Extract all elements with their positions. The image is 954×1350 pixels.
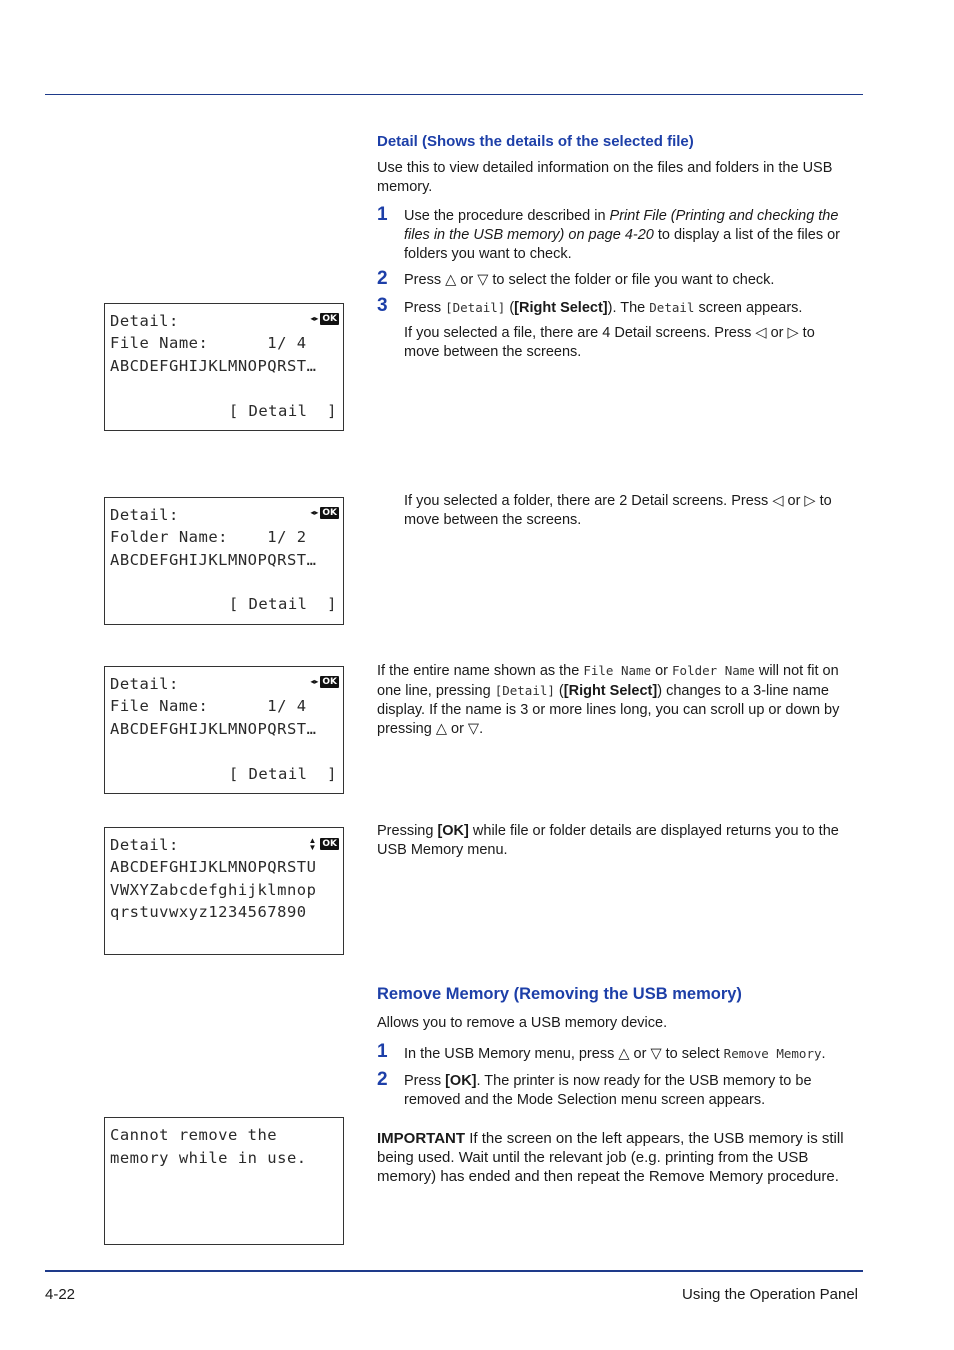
lcd-nav-icons xyxy=(310,676,339,688)
remove-heading: Remove Memory (Removing the USB memory) xyxy=(377,985,742,1003)
remove-step2: Press [OK]. The printer is now ready for the USB memory to be removed and the Mode Selection menu screen appears. xyxy=(404,1073,812,1108)
lcd-detail-softkey: [ Detail ] xyxy=(228,595,337,613)
lcd-line: memory while in use. xyxy=(110,1149,307,1167)
top-rule xyxy=(45,94,863,95)
detail-step3: Press [Detail] ([Right Select]). The Detail screen appears. xyxy=(404,300,803,316)
page-number: 4-22 xyxy=(45,1286,76,1303)
lcd-screen-file-detail xyxy=(104,303,344,431)
footer-section-title: Using the Operation Panel xyxy=(682,1286,858,1303)
lcd-line: Detail: xyxy=(110,675,179,693)
note-ok-return: Pressing [OK] while file or folder details are displayed returns you to the USB Memory menu. xyxy=(377,823,839,858)
left-right-arrow-icon: ◂▸ xyxy=(310,314,319,323)
up-down-arrow-icon: ▲ ▼ xyxy=(308,836,317,852)
lcd-line: Detail: xyxy=(110,836,179,854)
lcd-line: ABCDEFGHIJKLMNOPQRST… xyxy=(110,720,317,738)
note-name-display: If the entire name shown as the File Name or Folder Name will not fit on one line, pressing [Detail] ([Right Select]) changes to a 3-line name display. If the name is 3 or more lines long, you can scroll up or down by pressing △ or ▽. xyxy=(377,663,840,737)
note-file-screens: If you selected a file, there are 4 Detail screens. Press ◁ or ▷ to move between the screens. xyxy=(404,325,815,360)
step-number: 2 xyxy=(377,268,388,289)
ok-icon: OK xyxy=(322,839,337,849)
lcd-detail-softkey: [ Detail ] xyxy=(228,765,337,783)
detail-intro: Use this to view detailed information on the files and folders in the USB memory. xyxy=(377,160,833,195)
lcd-nav-icons xyxy=(310,507,339,519)
detail-step1: Use the procedure described in Print File (Printing and checking the files in the USB memory) on page 4-20 to display a list of the files or folders you want to check. xyxy=(404,208,841,262)
remove-step1: In the USB Memory menu, press △ or ▽ to select Remove Memory. xyxy=(404,1046,826,1062)
step-number: 1 xyxy=(377,1041,388,1062)
lcd-line: Detail: xyxy=(110,506,179,524)
step-number: 3 xyxy=(377,295,388,316)
lcd-nav-icons xyxy=(308,837,339,851)
lcd-line: VWXYZabcdefghijklmnop xyxy=(110,881,317,899)
important-note: IMPORTANT If the screen on the left appears, the USB memory is still being used. Wait until the relevant job (e.g. printing from the USB memory) has ended and then repeat the Remove Memory procedure. xyxy=(377,1130,844,1185)
bottom-rule xyxy=(45,1270,863,1272)
ok-icon: OK xyxy=(322,677,337,687)
lcd-detail-softkey: [ Detail ] xyxy=(228,402,337,420)
left-right-arrow-icon: ◂▸ xyxy=(310,677,319,686)
important-label: IMPORTANT xyxy=(377,1130,466,1147)
lcd-line: Cannot remove the xyxy=(110,1126,278,1144)
step-number: 2 xyxy=(377,1069,388,1090)
lcd-nav-icons xyxy=(310,313,339,325)
lcd-line: File Name: 1/ 4 xyxy=(110,334,307,352)
left-right-arrow-icon: ◂▸ xyxy=(310,508,319,517)
ok-icon: OK xyxy=(322,314,337,324)
detail-heading: Detail (Shows the details of the selected file) xyxy=(377,133,694,150)
lcd-line: qrstuvwxyz1234567890 xyxy=(110,903,307,921)
remove-intro: Allows you to remove a USB memory device. xyxy=(377,1015,668,1031)
lcd-line: Folder Name: 1/ 2 xyxy=(110,528,307,546)
lcd-screen-folder-detail xyxy=(104,497,344,625)
lcd-screen-cannot-remove xyxy=(104,1117,344,1245)
detail-step2: Press △ or ▽ to select the folder or file you want to check. xyxy=(404,272,775,288)
lcd-line: ABCDEFGHIJKLMNOPQRSTU xyxy=(110,858,317,876)
lcd-line: ABCDEFGHIJKLMNOPQRST… xyxy=(110,357,317,375)
lcd-line: Detail: xyxy=(110,312,179,330)
cross-reference: Print File (Printing and checking the files in the USB memory) on page 4-20 xyxy=(404,208,839,243)
ok-icon: OK xyxy=(322,508,337,518)
lcd-screen-full-name xyxy=(104,827,344,955)
step-number: 1 xyxy=(377,204,388,225)
lcd-line: ABCDEFGHIJKLMNOPQRST… xyxy=(110,551,317,569)
lcd-line: File Name: 1/ 4 xyxy=(110,697,307,715)
lcd-screen-file-name xyxy=(104,666,344,794)
note-folder-screens: If you selected a folder, there are 2 Detail screens. Press ◁ or ▷ to move between the screens. xyxy=(404,493,832,528)
